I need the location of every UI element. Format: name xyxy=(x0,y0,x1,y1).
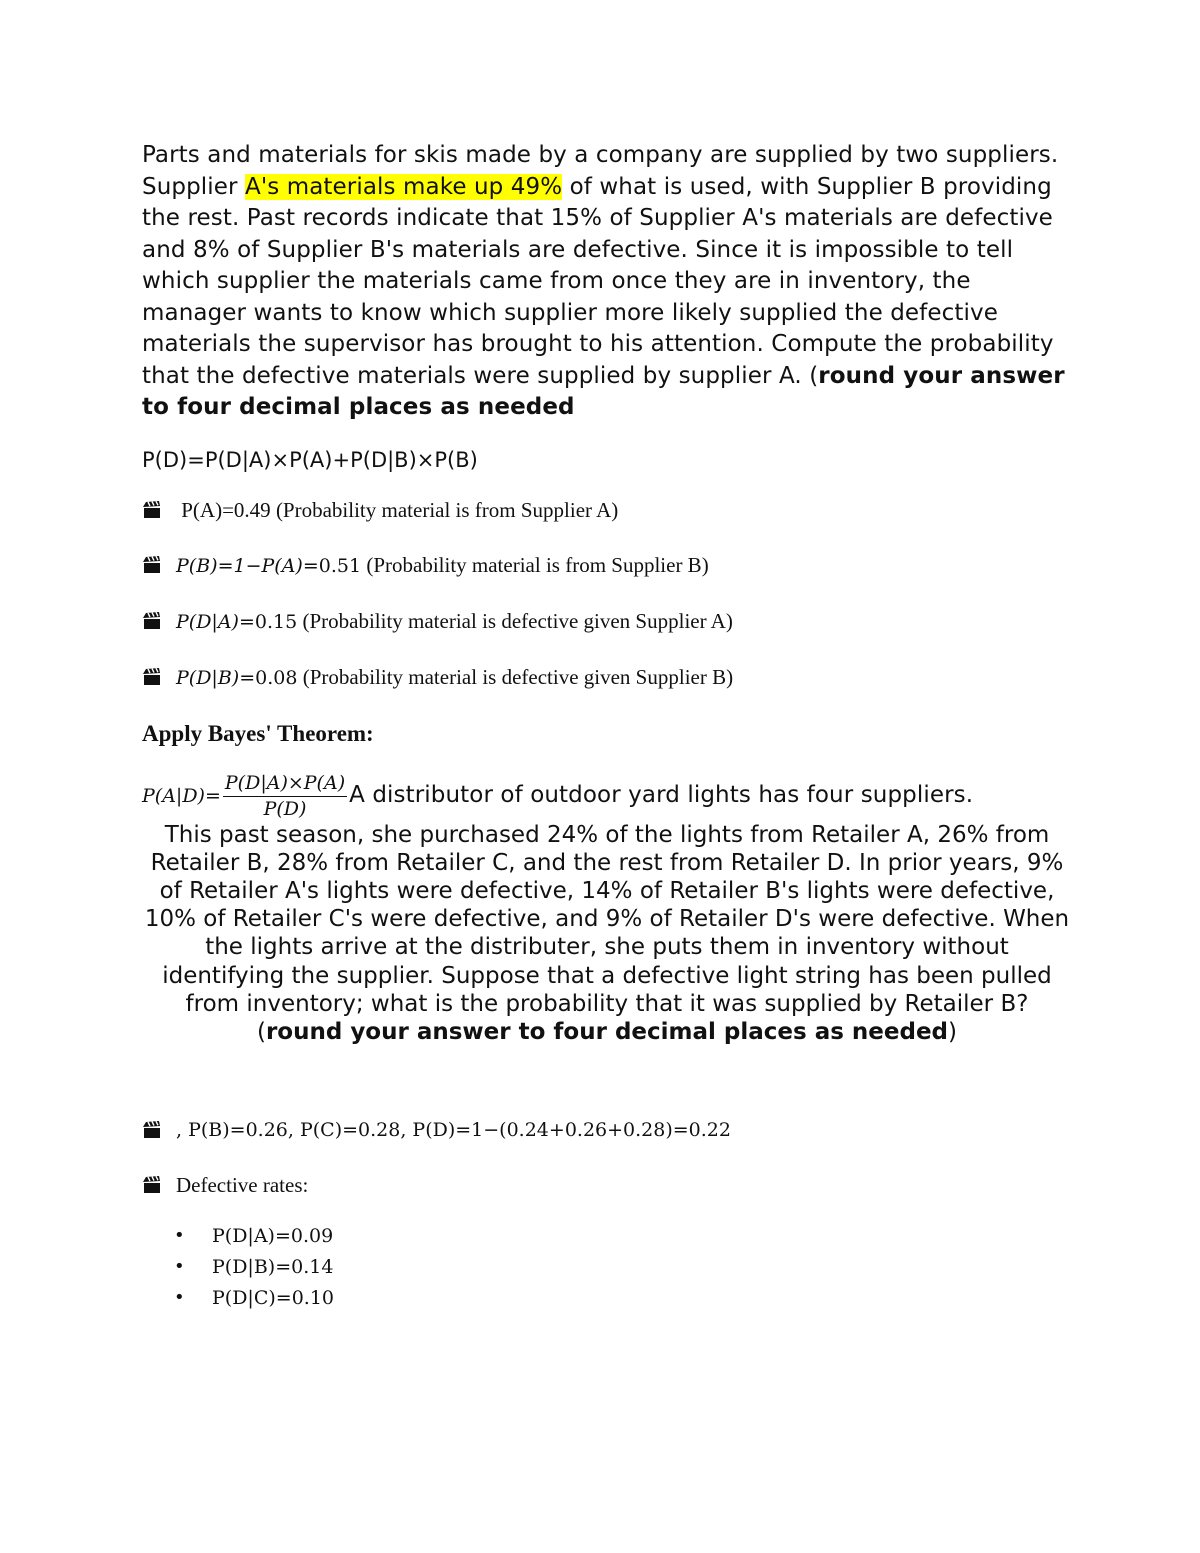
defective-rates-list xyxy=(174,1220,1072,1313)
question-2-body: This past season, she purchased 24% of the lights from Retailer A, 26% from Retailer B, 28% from Retailer C, and the rest from Retailer D. In prior years, 9% of Retailer A's lights were defective, 14% of Retailer B's lights were defective, 10% of Retailer C's were defective, and 9% of Retailer D's were defective. When the lights arrive at the distributer, she puts them in inventory without identifying the supplier. Suppose that a defective light string has been pulled from inventory; what is the probability that it was supplied by Retailer B? ( xyxy=(144,821,1070,1045)
bullet-dot-icon: • xyxy=(174,1225,185,1247)
list-item xyxy=(142,551,1072,580)
defective-rates-label: Defective rates: xyxy=(176,1173,309,1198)
list-item xyxy=(174,1251,1072,1282)
list-item xyxy=(174,1282,1072,1313)
question-1-highlight: A's materials make up 49% xyxy=(244,173,563,200)
list-item xyxy=(142,1116,1072,1144)
bayes-numerator: P(D|A)×P(A) xyxy=(223,771,347,797)
bullet-dot-icon: • xyxy=(174,1256,185,1278)
p-d-given-a-value: =0.15 xyxy=(238,610,298,633)
question-2-paragraph xyxy=(142,821,1072,1047)
total-probability-formula: P(D)=P(D|A)×P(A)+P(D|B)×P(B) xyxy=(142,447,478,472)
clapperboard-icon xyxy=(142,1121,176,1139)
p-d-given-a-math: P(D|A) xyxy=(176,610,239,633)
rate-c: P(D|C)=0.10 xyxy=(212,1286,335,1309)
p-b-math: P(B)=1−P(A) xyxy=(176,554,303,577)
p-b-desc: (Probability material is from Supplier B) xyxy=(361,552,709,577)
bayes-formula-line xyxy=(142,771,1072,821)
question-2-first-line: A distributor of outdoor yard lights has four suppliers. xyxy=(349,781,974,808)
bayes-lhs: P(A|D)= xyxy=(142,784,221,807)
rate-a: P(D|A)=0.09 xyxy=(212,1224,334,1247)
bayes-denominator: P(D) xyxy=(263,797,307,820)
p-d-given-a-desc: (Probability material is defective given Supplier A) xyxy=(297,608,733,633)
p-b-value: =0.51 xyxy=(302,554,362,577)
list-item xyxy=(142,1171,1072,1199)
list-item xyxy=(142,607,1072,636)
p-d-given-b-desc: (Probability material is defective given Supplier B) xyxy=(297,664,734,689)
question-2-block xyxy=(142,821,1072,1047)
document-page xyxy=(142,140,1072,1313)
clapperboard-icon xyxy=(142,612,176,630)
clapperboard-icon xyxy=(142,556,176,574)
clapperboard-icon xyxy=(142,1176,176,1194)
p-a-math: P(A)=0.49 xyxy=(181,497,271,522)
list-item xyxy=(174,1220,1072,1251)
p-a-desc: (Probability material is from Supplier A) xyxy=(270,497,619,522)
question-1-paragraph xyxy=(142,140,1072,424)
prior-probabilities: , P(B)=0.26, P(C)=0.28, P(D)=1−(0.24+0.26+0.28)=0.22 xyxy=(176,1119,731,1142)
clapperboard-icon xyxy=(142,501,176,519)
bayes-fraction xyxy=(223,771,347,821)
p-d-given-b-value: =0.08 xyxy=(239,666,298,689)
rate-b: P(D|B)=0.14 xyxy=(212,1255,334,1278)
clapperboard-icon xyxy=(142,668,176,686)
bullet-dot-icon: • xyxy=(174,1287,185,1309)
list-item xyxy=(142,663,1072,692)
question-2-closing: ) xyxy=(948,1018,958,1045)
question-1-instruction: round your answer to four decimal places as needed xyxy=(142,362,1065,420)
given-values-list xyxy=(142,496,1072,692)
answer-list xyxy=(142,1116,1072,1199)
bayes-heading: Apply Bayes' Theorem: xyxy=(142,720,374,746)
question-1-text-a: Parts and materials for skis made by a company are supplied by two suppliers. Supplier xyxy=(142,142,1059,200)
p-d-given-b-math: P(D|B) xyxy=(176,666,240,689)
list-item xyxy=(142,496,1072,524)
question-1-text-b: of what is used, with Supplier B providing the rest. Past records indicate that 15% of Supplier A's materials are defective and 8% of Supplier B's materials are defective. Since it is impossible to tell which supplier the materials came from once they are in inventory, the manager wants to know which supplier more likely supplied the defective materials the supervisor has brought to his attention. Compute the probability that the defective materials were supplied by supplier A. ( xyxy=(142,173,1054,389)
question-2-instruction: round your answer to four decimal places as needed xyxy=(265,1018,949,1045)
